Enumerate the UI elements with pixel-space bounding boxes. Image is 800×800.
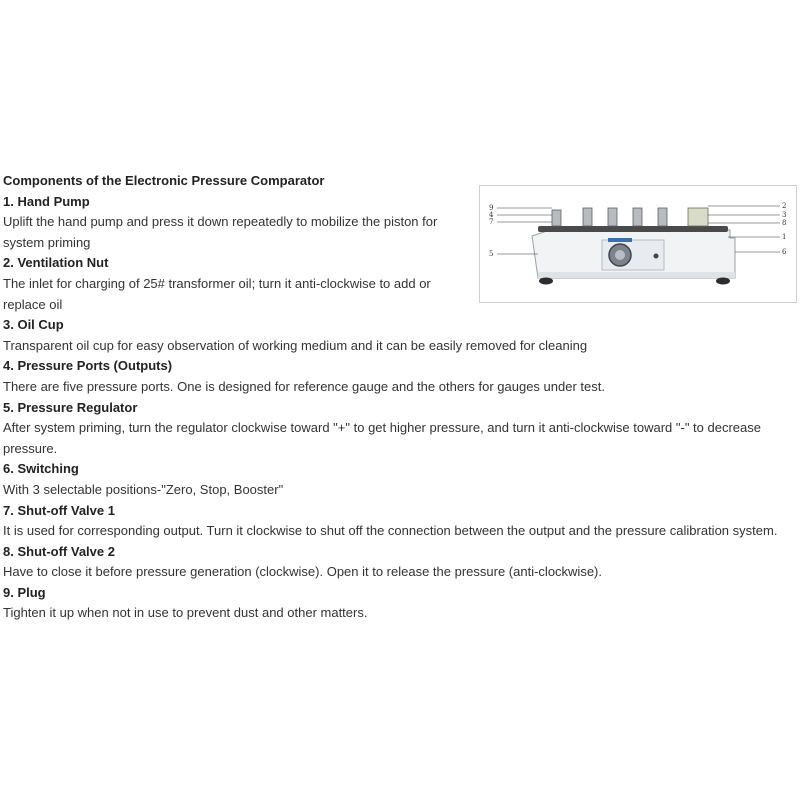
oil-cup (688, 208, 708, 226)
panel-label (608, 238, 632, 242)
section-text-shut-off-valve-2: Have to close it before pressure generation (clockwise). Open it to release the pressure (anti-clockwise). (3, 564, 602, 580)
section-text-pressure-ports: There are five pressure ports. One is designed for reference gauge and the others for gauges under test. (3, 378, 605, 394)
port-4 (633, 208, 642, 226)
comparator-diagram (480, 186, 796, 302)
section-text-shut-off-valve-1: It is used for corresponding output. Turn it clockwise to shut off the connection between the output and the pressure calibration system. (3, 523, 778, 539)
document-title: Components of the Electronic Pressure Comparator (3, 173, 325, 188)
foot-left (539, 278, 553, 285)
section-heading-oil-cup: 3. Oil Cup (3, 317, 64, 333)
callout-2: 2 (782, 202, 787, 210)
section-heading-hand-pump: 1. Hand Pump (3, 193, 90, 209)
section-heading-shut-off-valve-1: 7. Shut-off Valve 1 (3, 502, 115, 518)
section-text-oil-cup: Transparent oil cup for easy observation of working medium and it can be easily removed for cleaning (3, 337, 588, 353)
callout-5: 5 (489, 250, 494, 258)
section-text-hand-pump: Uplift the hand pump and press it down repeatedly to mobilize the piston for system priming (3, 214, 438, 250)
port-1 (552, 210, 561, 226)
callout-4: 4 (489, 211, 494, 219)
section-text-plug: Tighten it up when not in use to prevent dust and other matters. (3, 605, 368, 621)
callout-6: 6 (782, 248, 787, 256)
comparator-figure (479, 185, 797, 303)
callout-3: 3 (782, 211, 787, 219)
callout-7: 7 (489, 218, 494, 226)
section-text-pressure-regulator: After system priming, turn the regulator clockwise toward "+" to get higher pressure, and turn it anti-clockwise toward "-" to decrease pressure. (3, 420, 761, 456)
section-text-ventilation-nut: The inlet for charging of 25# transformer oil; turn it anti-clockwise to add or replace oil (3, 275, 431, 312)
port-3 (608, 208, 617, 226)
top-rail (538, 226, 728, 232)
port-2 (583, 208, 592, 226)
port-5 (658, 208, 667, 226)
section-heading-pressure-ports: 4. Pressure Ports (Outputs) (3, 358, 173, 374)
section-heading-shut-off-valve-2: 8. Shut-off Valve 2 (3, 543, 115, 559)
regulator-knob-center (615, 250, 625, 260)
section-heading-pressure-regulator: 5. Pressure Regulator (3, 399, 138, 415)
pressure-ports (552, 208, 667, 226)
foot-right (716, 278, 730, 285)
callout-9: 9 (489, 204, 494, 212)
section-heading-plug: 9. Plug (3, 584, 46, 600)
switch-knob (654, 254, 659, 259)
section-heading-ventilation-nut: 2. Ventilation Nut (3, 255, 109, 271)
callout-8: 8 (782, 219, 787, 227)
section-heading-switching: 6. Switching (3, 461, 79, 477)
section-text-switching: With 3 selectable positions-"Zero, Stop, Booster" (3, 481, 284, 497)
comparator-base-strip (538, 272, 735, 278)
callout-1: 1 (782, 233, 787, 241)
